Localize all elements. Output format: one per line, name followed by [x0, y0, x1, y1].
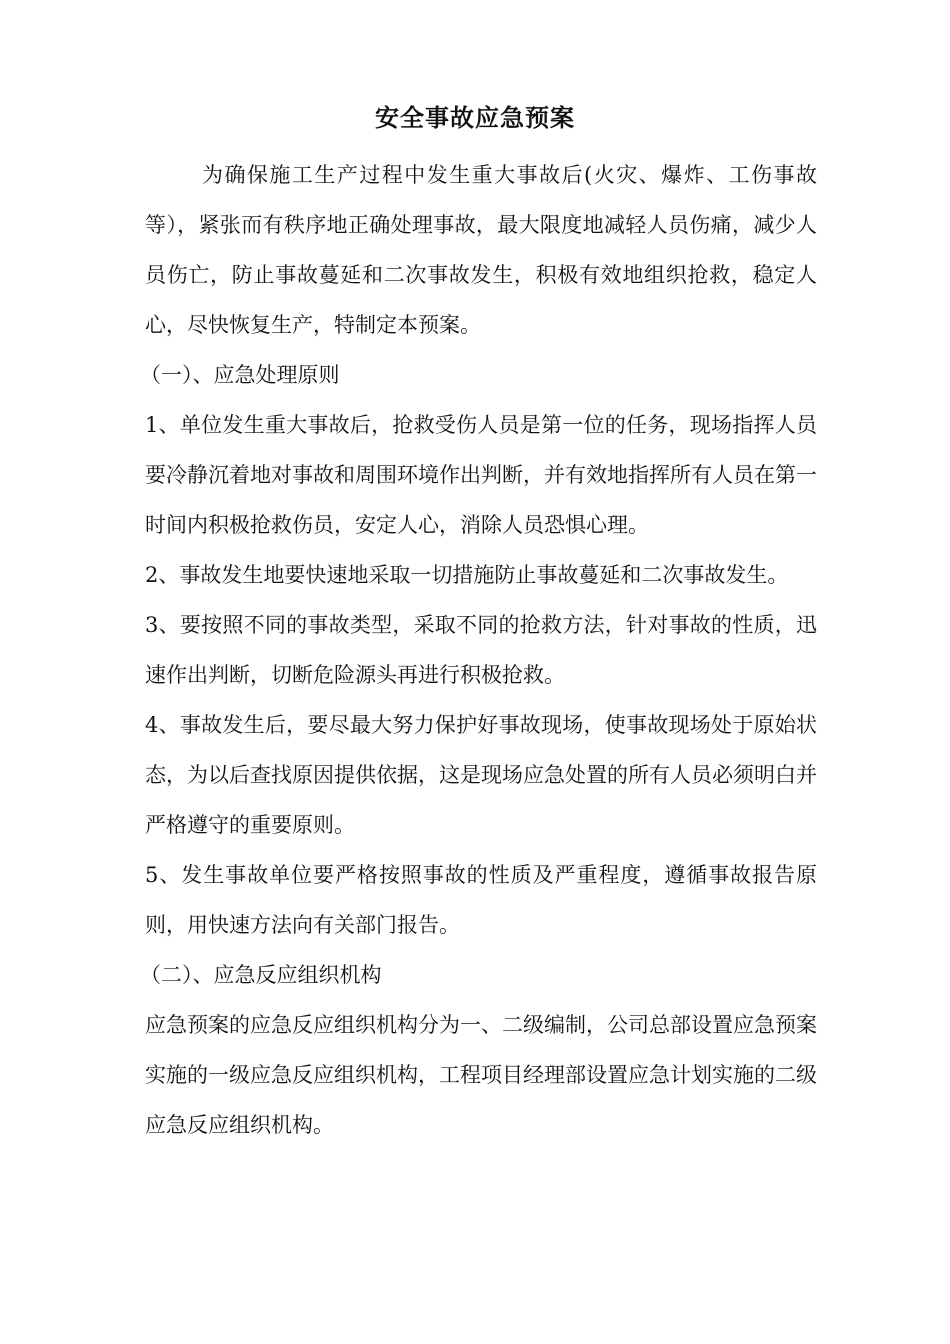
section-heading-principles: （一）、应急处理原则 [140, 363, 340, 387]
section-heading-organization: （二）、应急反应组织机构 [140, 963, 382, 987]
intro-paragraph: 为确保施工生产过程中发生重大事故后(火灾、爆炸、工伤事故等），紧张而有秩序地正确处理事故，最大限度地减轻人员伤痛，减少人员伤亡，防止事故蔓延和二次事故发生，积极有效地组织抢救，稳定人心，尽快恢复生产，特制定本预案。 [145, 163, 817, 337]
document-body [140, 150, 817, 1150]
principle-2-paragraph: 2、事故发生地要快速地采取一切措施防止事故蔓延和二次事故发生。 [145, 563, 789, 587]
organization-paragraph: 应急预案的应急反应组织机构分为一、二级编制，公司总部设置应急预案实施的一级应急反应组织机构，工程项目经理部设置应急计划实施的二级应急反应组织机构。 [145, 1013, 817, 1137]
principle-4-paragraph: 4、事故发生后，要尽最大努力保护好事故现场，使事故现场处于原始状态，为以后查找原因提供依据，这是现场应急处置的所有人员必须明白并严格遵守的重要原则。 [145, 713, 817, 837]
principle-3-paragraph: 3、要按照不同的事故类型，采取不同的抢救方法，针对事故的性质，迅速作出判断，切断危险源头再进行积极抢救。 [145, 613, 817, 687]
document-title: 安全事故应急预案 [375, 103, 575, 132]
principle-5-paragraph: 5、发生事故单位要严格按照事故的性质及严重程度，遵循事故报告原则，用快速方法向有关部门报告。 [145, 863, 817, 937]
principle-1-paragraph: 1、单位发生重大事故后，抢救受伤人员是第一位的任务，现场指挥人员要冷静沉着地对事故和周围环境作出判断，并有效地指挥所有人员在第一时间内积极抢救伤员，安定人心，消除人员恐惧心理。 [145, 413, 817, 537]
